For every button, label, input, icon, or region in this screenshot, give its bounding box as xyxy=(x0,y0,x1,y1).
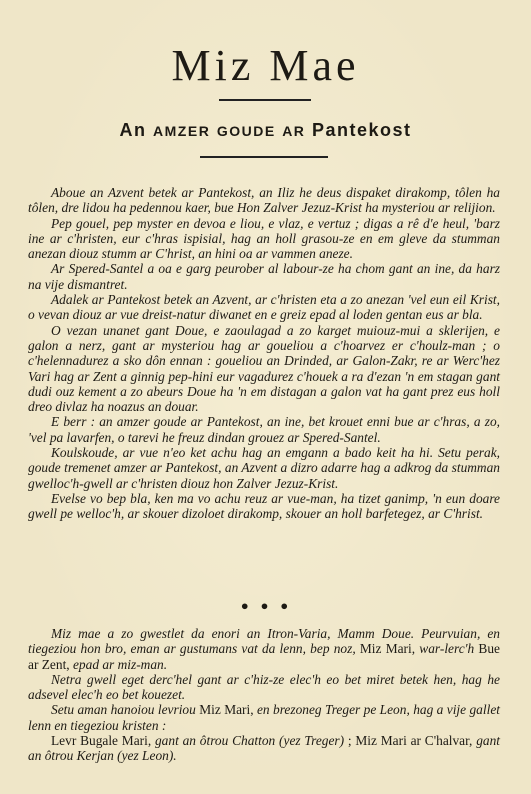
title-divider xyxy=(219,99,311,101)
paragraph: O vezan unanet gant Doue, e zaoulagad a zo karget muiouz-mui a sklerijen, e galon a nerz, gant ar mysteriou hag ar goueliou a c'hoarvez er c'houlz-man ; o c'helennadurez a sko dôn ennan : goueliou an Drinded, ar Galon-Zakr, re ar Werc'hez Vari hag ar Zent a ginnig pep-hini eur vagadurez c'houek a ra d'ezan 'n em stagan gant dudi ouz kement a zo abeurs Doue ha 'n em distagan a galon vat ha gant prez eus holl dreo divlaz ha noazus an douar. xyxy=(28,322,500,415)
paragraph: E berr : an amzer goude ar Pantekost, an ine, bet krouet enni bue ar c'hras, a zo, 'vel pa lavarfen, o tarevi he freuz dindan grouez ar Spered-Santel. xyxy=(28,414,500,445)
book-title: Levr Bugale Mari, xyxy=(51,733,155,749)
subtitle-word: An xyxy=(119,120,147,140)
paragraph xyxy=(28,626,500,672)
paragraph: Evelse vo bep bla, ken ma vo achu reuz ar vue-man, ha tizet ganimp, 'n eun doare gwell pe welloc'h, ar skouer dizoloet dirakomp, skouer an holl barfetegez, ar C'hrist. xyxy=(28,490,500,522)
subtitle-word: GOUDE xyxy=(216,123,276,139)
paragraph: Netra gwell eget derc'hel gant ar c'hiz-ze elec'h eo bet miret betek hen, hag he adsevel elec'h eo bet kouezet. xyxy=(28,671,500,703)
subtitle-divider xyxy=(200,156,328,158)
paragraph xyxy=(28,733,500,764)
subtitle-word: AR xyxy=(282,123,306,139)
text-run: en brezoneg Treger pe Leon, hag a vije gallet lenn en tiegeziou kristen : xyxy=(28,702,500,733)
subtitle-word: Pantekost xyxy=(311,120,412,140)
paragraph: Aboue an Azvent betek ar Pantekost, an Iliz he deus dispaket dirakomp, tôlen ha tôlen, dre lidou ha pedennou kaer, bue Hon Zalver Jezuz-Krist ha mysteriou ar relijion. xyxy=(28,185,500,216)
text-run: Miz mae a zo gwestlet da enori an Itron-Varia, Mamm Doue. Peurvuian, en tiegeziou hon bro, eman ar gustumans vat da lenn, bep noz, xyxy=(28,626,500,657)
paragraph: Koulskoude, ar vue n'eo ket achu hag an emgann a bado keit ha hi. Setu perak, goude tremenet amzer ar Pantekost, an Azvent a dizro adarre hag a adkrog da stumman gwelloc'h-gwell ar c'hristen diouz hon Zalver Jezuz-Krist. xyxy=(28,445,500,491)
subtitle-word: AMZER xyxy=(153,123,211,139)
paragraph: Pep gouel, pep myster en devoa e liou, e vlaz, e vertuz ; digas a rê d'e heul, 'barz ine ar c'hristen, eur c'hras ispisial, hag an holl grasou-ze en em gleve da stumman anezan diouz stumm ar C'hrist, an hini oa ar vammen aneze. xyxy=(28,215,500,262)
book-title: Miz Mari, xyxy=(195,702,257,718)
main-text xyxy=(28,185,500,522)
text-run: gant an ôtrou Chatton (yez Treger) xyxy=(154,733,345,749)
text-run: epad ar miz-man. xyxy=(72,656,168,672)
page-title: Miz Mae xyxy=(171,41,360,90)
paragraph xyxy=(28,702,500,733)
paragraph: Adalek ar Pantekost betek an Azvent, ar c'hristen eta a zo anezan 'vel eun eil Krist, o vevan diouz ar vue dreist-natur diwanet en e greiz epad al loden gentan eus ar bla. xyxy=(28,292,500,323)
book-title: Miz Mari, xyxy=(355,641,420,657)
text-run: gant an ôtrou Kerjan (yez Leon). xyxy=(28,733,501,764)
text-run: Setu aman hanoiou levriou xyxy=(51,702,196,718)
section-subtitle xyxy=(0,120,531,141)
secondary-text xyxy=(28,626,500,764)
text-run: war-lerc'h xyxy=(419,641,475,657)
section-separator: • • • xyxy=(239,597,292,616)
book-title: Bue ar Zent, xyxy=(28,641,501,672)
book-title: ; Miz Mari ar C'halvar, xyxy=(344,733,477,749)
paragraph: Ar Spered-Santel a oa e garg peurober al labour-ze ha chom gant an ine, da harz na vije dismantret. xyxy=(28,261,500,292)
